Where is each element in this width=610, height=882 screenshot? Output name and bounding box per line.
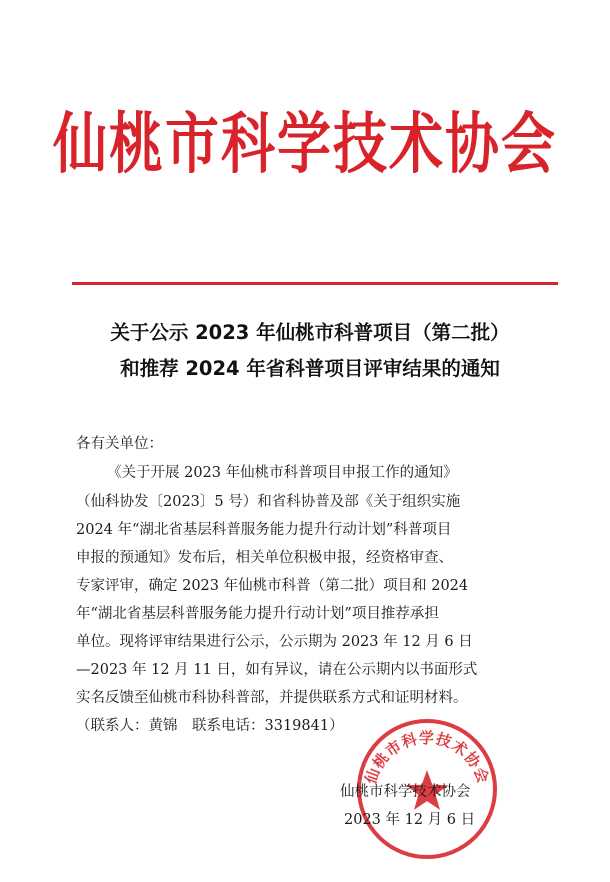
body-line: 实名反馈至仙桃市科协科普部，并提供联系方式和证明材料。 — [76, 690, 468, 706]
seal-text: 仙桃市科学技术协会 — [361, 729, 493, 787]
body-line: 2024 年“湖北省基层科普服务能力提升行动计划”科普项目 — [76, 522, 452, 538]
body-line: 专家评审，确定 2023 年仙桃市科普（第二批）项目和 2024 — [76, 578, 469, 594]
body-line: 年“湖北省基层科普服务能力提升行动计划”项目推荐承担 — [76, 606, 439, 622]
signature-date: 2023 年 12 月 6 日 — [344, 812, 476, 828]
body-line: —2023 年 12 月 11 日，如有异议，请在公示期内以书面形式 — [76, 662, 478, 678]
body-line: 申报的预通知》发布后，相关单位积极申报，经资格审查、 — [76, 550, 453, 566]
letterhead-title: 仙桃市科学技术协会 — [53, 104, 557, 183]
contact-line: （联系人：黄锦 联系电话：3319841） — [76, 718, 344, 734]
body-line: 《关于开展 2023 年仙桃市科普项目申报工作的通知》 — [107, 465, 458, 481]
red-divider-line — [72, 282, 558, 285]
body-line: 单位。现将评审结果进行公示，公示期为 2023 年 12 月 6 日 — [76, 634, 473, 650]
notice-title-line-2: 和推荐 2024 年省科普项目评审结果的通知 — [120, 357, 500, 380]
body-line: （仙科协发〔2023〕5 号）和省科协普及部《关于组织实施 — [76, 494, 461, 510]
signature-org: 仙桃市科学技术协会 — [340, 784, 471, 800]
notice-title-line-1: 关于公示 2023 年仙桃市科普项目（第二批） — [110, 321, 510, 344]
salutation: 各有关单位： — [76, 436, 163, 452]
